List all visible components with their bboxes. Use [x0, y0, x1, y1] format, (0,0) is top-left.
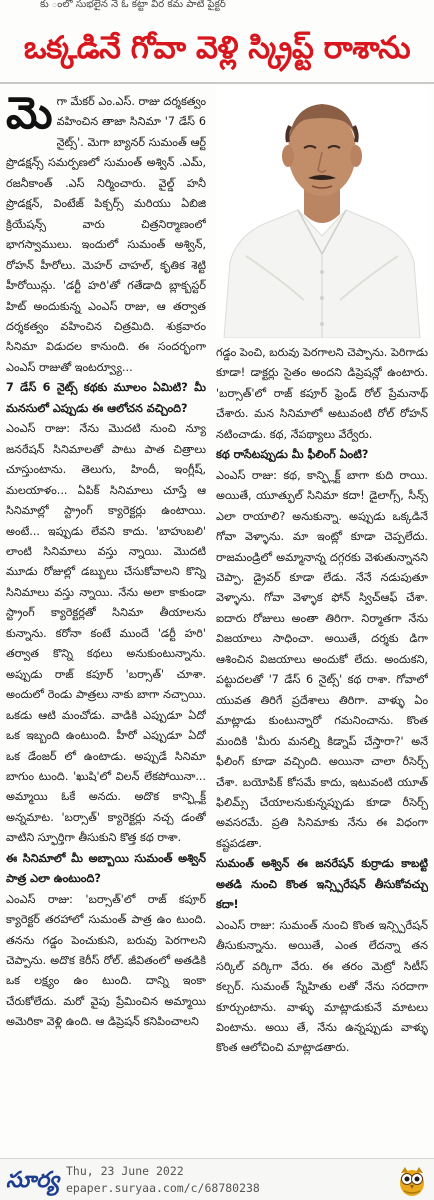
question-4: సుమంత్ అశ్విన్ ఈ జనరేషన్ కుర్రాడు కాబట్టి అతడి నుంచి కొంత ఇన్స్పిరేషన్ తీసుకోవచ్చు కదా!: [216, 857, 428, 912]
article-left-column: [6, 92, 206, 1150]
suryaa-logo: సూర్య: [6, 1167, 60, 1193]
headline: ఒక్కడినే గోవా వెళ్లి స్క్రిప్ట్ రాశాను: [23, 30, 411, 66]
answer-4: ఎంఎస్ రాజు: సుమంత్ నుంచి కొంత ఇన్స్పిరేషన్ తీసుకున్నాను. అయితే, ఎంత లేదన్నా తన సర్కిల్ వర్కిగా వేరు. ఈ తరం మెట్రో సిటీస్ కల్చర్. సుమంత్ స్నేహితు లతో నేను సరదాగా కూర్చుంటాను. వాళ్ళు మాట్లాడుకునే మాటలు వింటాను. అయి తే, నేను ఉన్నప్పుడు వాళ్ళు కొంత ఆలోచించి మాట్లాడతారు.: [216, 918, 428, 1055]
epaper-url[interactable]: epaper.suryaa.com/c/68780238: [66, 1181, 260, 1195]
publication-date: Thu, 23 June 2022: [66, 1164, 184, 1178]
owl-icon: [396, 1163, 428, 1197]
answer-2-part-1: ఎంఎస్ రాజు: 'బర్సాత్'లో రాజ్ కపూర్ క్యారెక్టర్ తరహాలో సుమంత్ పాత్ర ఉం టుంది. తనను గడ్డం పెంచుకుని, బరువు పెరగాలని చెప్పాను. అదొక కెరీస్ రోల్. జీవితంలో అతడికి ఒక లక్ష్యం ఉం టుంది. దాన్ని ఇంకా చేరుకోలేదు. మరో వైపు ప్రేమించిన అమ్మాయి అమెరికా వెళ్లి ఉంది. ఆ డిప్రెషన్ కనిపించాలని: [6, 892, 206, 1029]
drop-cap: మె: [6, 92, 53, 139]
answer-3: ఎంఎస్ రాజు: కథ, కాన్ఫ్లిక్ట్ బాగా కుది రాయి. అయితే, యూత్ఫుల్ సినిమా కదా! డైలాగ్స్, సీన్స్ ఎలా రాయాలి? అనుకున్నా. అప్పుడు ఒక్కడినే గోవా వెళ్ళాను. మా ఇంట్లో కూడా చెప్పలేదు. రాజమండ్రిలో అమ్మానాన్న దగ్గరకు వెళుతున్నానని చెప్పా. డ్రైవర్ కూడా లేడు. నేనే నడుపుతూ వెళ్ళాను. గోవా వెళ్ళాక ఫోన్ స్విచ్ఆఫ్ చేశా. ఐదారు రోజులు అంతా తిరిగా. నిర్మాతగా నేను విజయాలు సాధించా. అయితే, దర్శకు డిగా ఆశించిన విజయాలు అందుకో లేదు. అందుకని, పట్టుదలతో '7 డేస్ 6 నైట్స్' కథ రాశా. గోవాలో యువత తిరిగే ప్రదేశాలు తిరిగా. వాళ్ళు ఏం మాట్లాడు కుంటున్నారో గమనించాను. కొంత మందికి 'మీరు మనల్ని కిడ్నాప్ చేస్తారా?' అనే ఫీలింగ్ కూడా వచ్చింది. అయినా చాలా రీసెర్చ్ చేశా. బయోపిక్ కోసమే కాదు, ఇటువంటి యూత్ ఫిలిమ్స్ చేయాలనుకున్నప్పుడు కూడా రీసెర్చ్ అవసరమే. ప్రతి సినిమాకు నేను ఈ విధంగా కష్టపడతా.: [216, 468, 428, 850]
answer-1: ఎంఎస్ రాజు: నేను మొదటి నుంచి న్యూ జనరేషన్ సినిమాలతో పాటు పాత చిత్రాలు చూస్తుంటాను. తెలుగు, హిందీ, ఇంగ్లీష్, మలయాళం... ఏపిక్ సినిమాలు చూస్తే ఆ సినిమాల్లో స్ట్రాంగ్ క్యారెక్టర్లు ఉంటాయి. అంటే... ఇప్పుడు లేవని కాదు. 'బాహుబలి' లాంటి సినిమాలు వస్తు న్నాయి. మొదటి మూడు రోజుల్లో డబ్బులు చేసుకోవాలని కొన్ని సినిమాలు వస్తు న్నాయి. నేను అలా కాకుండా స్ట్రాంగ్ క్యారెక్టర్లతో సినిమా తీయాలను కున్నాను. కరోనా కంటే ముందే 'డర్టీ హరి' తర్వాత కొన్ని కథలు అనుకుంటున్నాను. అప్పుడు రాజ్ కపూర్ 'బర్సాత్' చూశా. అందులో రెండు పాత్రలు నాకు బాగా నచ్చాయి. ఒకడు ఆటి మంచోడు. వాడికి ఎప్పుడూ ఏదో ఒక ఇబ్బంది ఉంటుంది. హీరో ఎప్పుడూ ఏదో ఒక డేంజర్ లో ఉంటాడు. అప్పుడే సినిమా బాగుం టుంది. 'ఖుషి'లో విలన్ లేకపోయినా... అమ్మాయి ఓకే అనదు. అదొక కాన్ఫ్లిక్ట్ అన్నమాట. 'బర్సాత్' క్యారెక్టర్లు నచ్చ డంతో వాటిని స్ఫూర్తిగా తీసుకుని కొత్త కథ రాశా.: [6, 422, 206, 845]
question-3: కథ రాసేటప్పుడు మీ ఫీలింగ్ ఏంటి?: [216, 448, 369, 462]
ms-raju-photo: [216, 86, 428, 338]
epaper-footer: [0, 1158, 434, 1200]
headline-rule: [0, 82, 434, 84]
top-strip-text: కు ంలో సుభలైన నే ఓ కట్టా వీర కమ పాటి పైక్టర్: [40, 0, 226, 10]
intro-paragraph: గా మేకర్ ఎం.ఎస్. రాజు దర్శకత్వం వహించిన తాజా సినిమా '7 డేస్ 6 నైట్స్'. మెగా బ్యానర్ సుమంత్ ఆర్ట్ ప్రొడక్షన్స్ సమర్పణలో సుమంత్ అశ్విన్ .ఎమ్, రజనీకాంత్ .ఎస్ నిర్మించారు. వైల్డ్ హనీ ప్రొడక్షన్, వింటేజ్ పిక్చర్స్ మరియు ఏబిజి క్రియేషన్స్ వారు చిత్రనిర్మాణంలో భాగస్వాములు. ఇందులో సుమంత్ అశ్విన్, రోహన్ హీరోలు. మెహర్ చాహల్, కృతిక శెట్టి హీరోయిన్లు. 'డర్టీ హరి'తో గతేడాది బ్లాక్బస్టర్ హిట్ అందుకున్న ఎంఎస్ రాజు, ఆ తర్వాత దర్శకత్వం వహించిన చిత్రమిది. శుక్రవారం సినిమా విడుదల కానుంది. ఈ సందర్భంగా ఎంఎస్ రాజుతో ఇంటర్వ్యూ...: [6, 95, 206, 374]
question-2: ఈ సినిమాలో మీ అబ్బాయి సుమంత్ అశ్విన్ పాత్ర ఎలా ఉంటుంది?: [6, 851, 206, 886]
article-right-column: [216, 343, 428, 1150]
portrait-icon: [216, 86, 428, 338]
question-1: 7 డేస్ 6 నైట్స్ కథకు మూలం ఏమిటి? మీ మనసులో ఎప్పుడు ఈ ఆలోచన వచ్చింది?: [6, 381, 206, 415]
answer-2-part-2: గడ్డం పెంచి, బరువు పెరగాలని చెప్పాను. పెరిగాడు కూడా! డాక్టర్లు సైతం అందని డిప్రెషన్లో ఉంటారు. 'బర్సాత్'లో రాజ్ కపూర్ ఫ్రెండ్ రోల్ ప్రేమనాథ్ చేశారు. మన సినిమాలో అటువంటి రోల్ రోహన్ నటించాడు. కథ, నేపథ్యాలు వేర్వేరు.: [216, 346, 428, 441]
